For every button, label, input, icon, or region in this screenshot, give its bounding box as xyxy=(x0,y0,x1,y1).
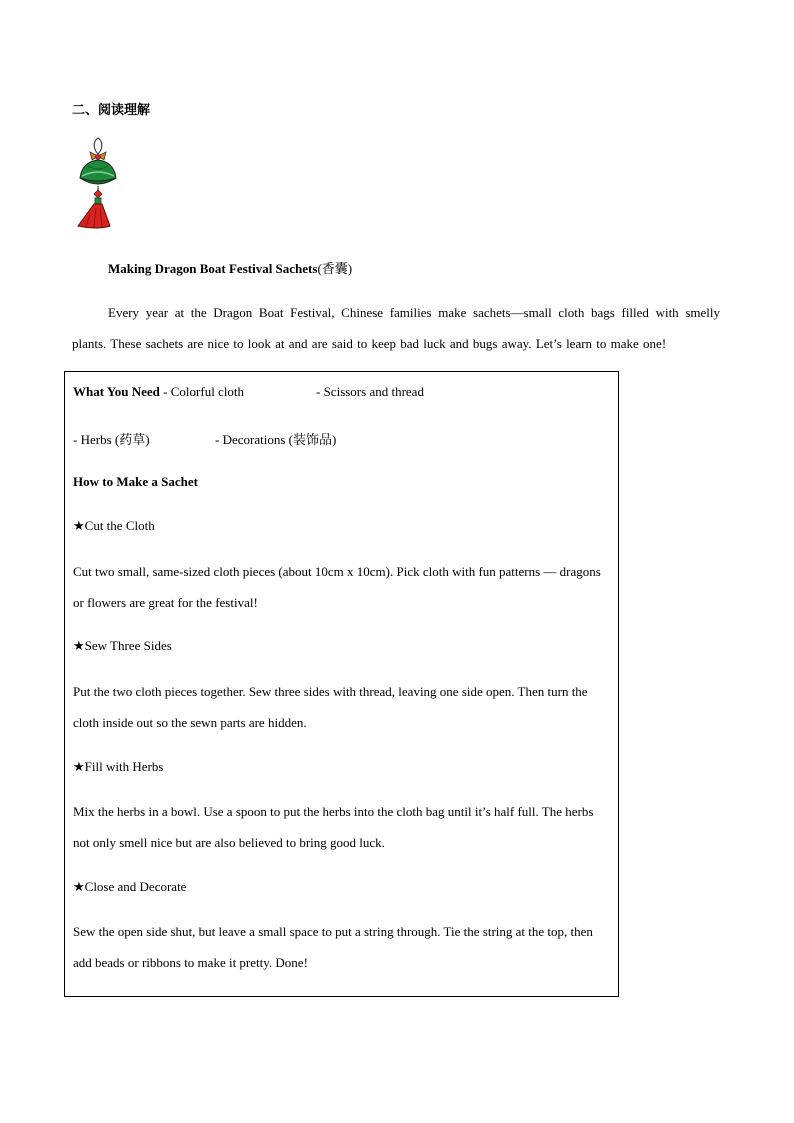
article-title-chinese: (香囊) xyxy=(317,261,353,276)
article-title xyxy=(108,258,352,277)
need-line-1 xyxy=(73,384,244,400)
step-title: ★Close and Decorate xyxy=(73,879,187,894)
intro-paragraph: Every year at the Dragon Boat Festival, Chinese families make sachets—small cloth bags filled with smelly plants. These sachets are nice to look at and are said to keep bad luck and bugs away. Let’s learn to make one! xyxy=(72,305,720,351)
need-item-decorations: - Decorations (装饰品) xyxy=(215,432,337,447)
step-title: ★Sew Three Sides xyxy=(73,638,172,653)
need-item-herbs: - Herbs (药草) xyxy=(73,432,150,447)
step-title: ★Cut the Cloth xyxy=(73,518,155,533)
how-heading: How to Make a Sachet xyxy=(73,474,198,489)
section-heading: 二、阅读理解 xyxy=(72,103,151,118)
need-item-cloth: - Colorful cloth xyxy=(159,384,245,399)
article-title-main: Making Dragon Boat Festival Sachets xyxy=(108,261,318,276)
need-heading: What You Need xyxy=(73,384,160,399)
step-text: Sew the open side shut, but leave a small space to put a string through. Tie the string at the top, then add beads or ribbons to make it pretty. Done! xyxy=(73,924,593,970)
step-text: Cut two small, same-sized cloth pieces (about 10cm x 10cm). Pick cloth with fun patterns — dragons or flowers are great for the festival! xyxy=(73,564,601,610)
step-title: ★Fill with Herbs xyxy=(73,759,164,774)
need-item-scissors: - Scissors and thread xyxy=(316,384,424,399)
instruction-box xyxy=(64,371,619,997)
step-text: Put the two cloth pieces together. Sew three sides with thread, leaving one side open. Then turn the cloth inside out so the sewn parts are hidden. xyxy=(73,684,588,730)
step-text: Mix the herbs in a bowl. Use a spoon to put the herbs into the cloth bag until it’s half full. The herbs not only smell nice but are also believed to bring good luck. xyxy=(73,804,594,850)
sachet-icon xyxy=(70,136,120,232)
